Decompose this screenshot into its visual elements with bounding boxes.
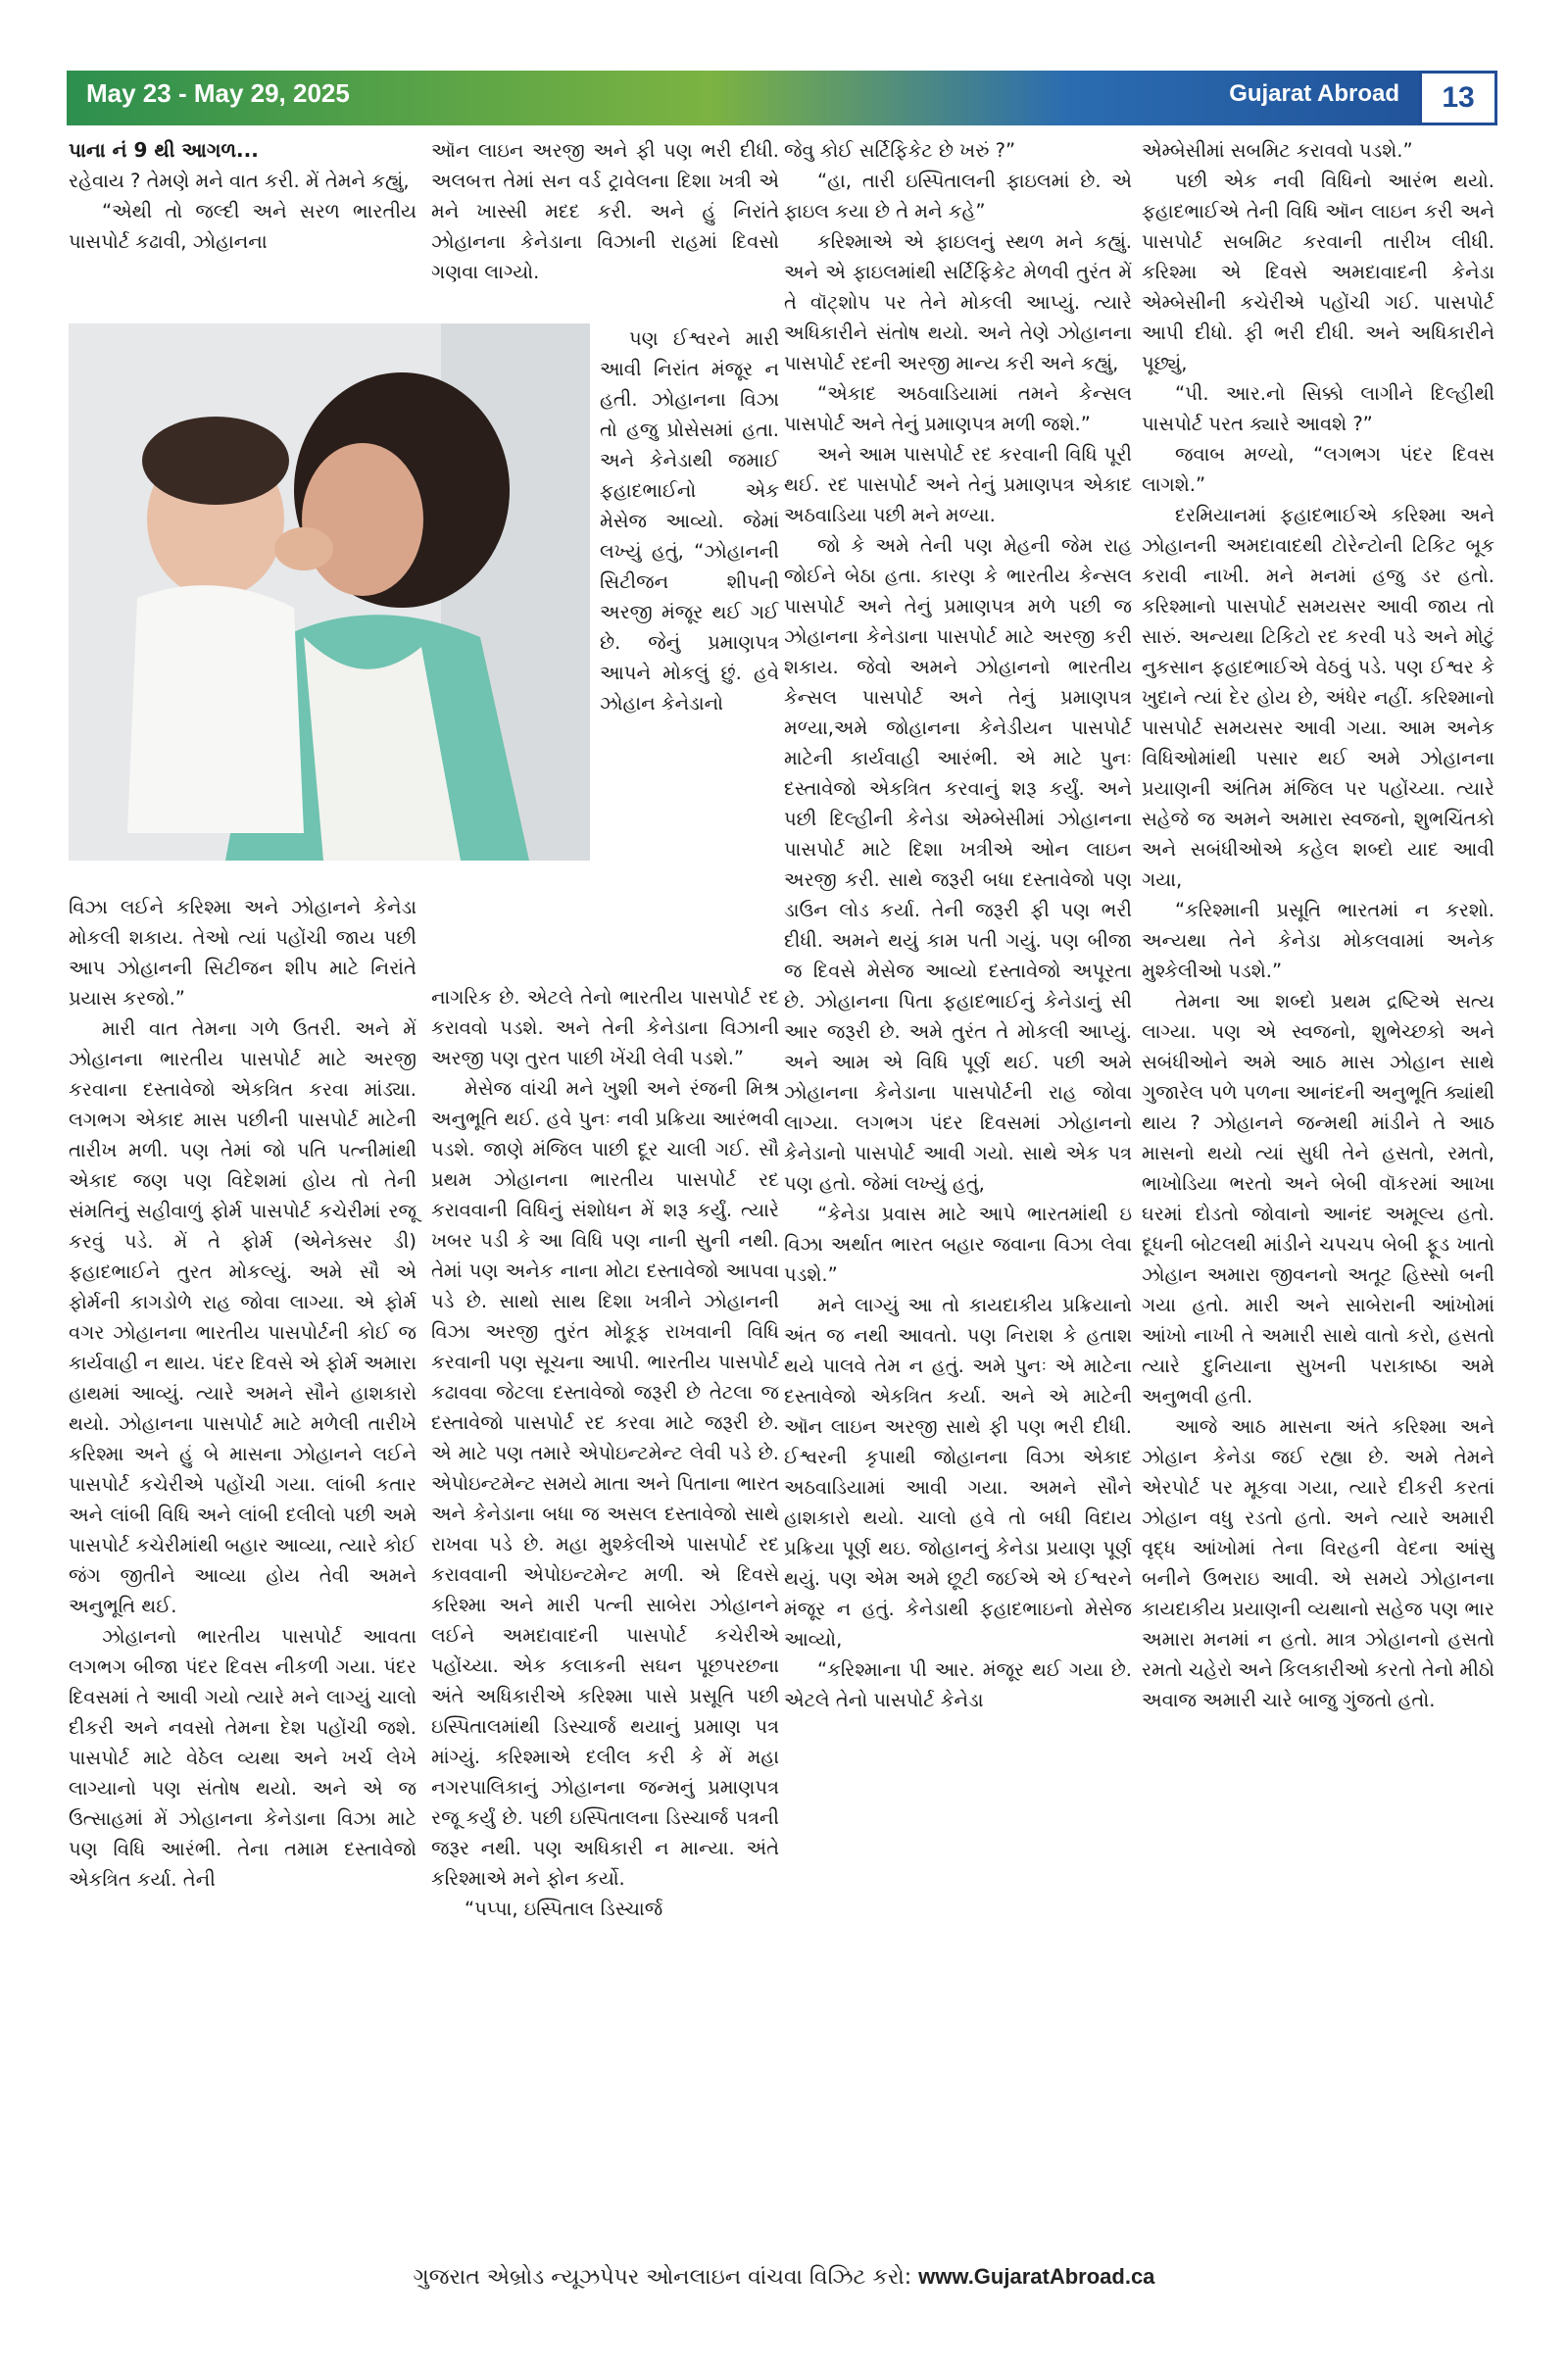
paragraph: “પપ્પા, ઇસ્પિતાલ ડિસ્ચાર્જ	[465, 1898, 663, 1920]
paragraph: નાગરિક છે. એટલે તેનો ભારતીય પાસપોર્ટ રદ કરાવવો પડશે. અને તેની કેનેડાના વિઝાની અરજી પણ તુરત પાછી ખેંચી લેવી પડશે.”	[431, 986, 779, 1069]
header-bar	[67, 71, 1497, 125]
paragraph: રહેવાય ? તેમણે મને વાત કરી. મેં તેમને કહ્યું,	[69, 170, 410, 192]
paragraph: વિઝા લઈને કરિશ્મા અને ઝોહાનને કેનેડા મોકલી શકાય. તેઓ ત્યાં પહોંચી જાય પછી આપ ઝોહાનની સિટીજન શીપ માટે નિરાંતે પ્રયાસ કરજો.”	[69, 896, 416, 1010]
column-2-top	[431, 135, 779, 287]
paragraph: જેવુ કોઈ સર્ટિફિકેટ છે ખરું ?”	[784, 139, 1016, 162]
page-number-box	[1419, 71, 1497, 125]
paragraph: મેસેજ વાંચી મને ખુશી અને રંજની મિશ્ર અનુભૂતિ થઈ. હવે પુનઃ નવી પ્રક્રિયા આરંભવી પડશે. જાણે મંજિલ પાછી દૂર ચાલી ગઈ. સૌ પ્રથમ ઝોહાનના ભારતીય પાસપોર્ટ રદ કરાવવાની વિધિનું સંશોધન મેં શરૂ કર્યું. ત્યારે ખબર પડી કે આ વિધિ પણ નાની સુની નથી. તેમાં પણ અનેક નાના મોટા દસ્તાવેજો આપવા પડે છે. સાથો સાથ દિશા ખત્રીને ઝોહાનની વિઝા અરજી તુરંત મોકૂફ રાખવાની વિધિ કરવાની પણ સૂચના આપી. ભારતીય પાસપોર્ટ કઢાવવા જેટલા દસ્તાવેજો જરૂરી છે તેટલા જ દસ્તાવેજો પાસપોર્ટ રદ કરવા માટે જરૂરી છે. એ માટે પણ તમારે એપોઇન્ટમેન્ટ લેવી પડે છે. એપોઇન્ટમેન્ટ સમયે માતા અને પિતાના ભારત અને કેનેડાના બધા જ અસલ દસ્તાવેજો સાથે રાખવા પડે છે. મહા મુશ્કેલીએ પાસપોર્ટ રદ કરાવવાની એપોઇન્ટમેન્ટ મળી. એ દિવસે કરિશ્મા અને મારી પત્ની સાબેરા ઝોહાનને લઈને અમદાવાદની પાસપોર્ટ કચેરીએ પહોંચ્યા. એક કલાકની સઘન પૂછપરછના અંતે અધિકારીએ કરિશ્મા પાસે પ્રસૂતિ પછી ઇસ્પિતાલમાંથી ડિસ્ચાર્જ થયાનું પ્રમાણ પત્ર માંગ્યું. કરિશ્માએ દલીલ કરી કે મેં મહા નગરપાલિકાનું ઝોહાનના જન્મનું પ્રમાણપત્ર રજૂ કર્યું છે. પછી ઇસ્પિતાલના ડિસ્ચાર્જ પત્રની જરૂર નથી. પણ અધિકારી ન માન્યા. અંતે કરિશ્માએ મને ફોન કર્યો.	[431, 1077, 779, 1890]
paragraph: આજે આઠ માસના અંતે કરિશ્મા અને ઝોહાન કેનેડા જઈ રહ્યા છે. અમે તેમને એરપોર્ટ પર મૂકવા ગયા, ત્યારે દીકરી કરતાં ઝોહાન વધુ રડતો હતો. અને ત્યારે અમારી વૃદ્ધ આંખોમાં તેના વિરહની વેદના આંસુ બનીને ઉભરાઇ આવી. એ સમયે ઝોહાનના કાયદાકીય પ્રયાણની વ્યથાનો સહેજ પણ ભાર અમારા મનમાં ન હતો. માત્ર ઝોહાનનો હસતો રમતો ચહેરો અને કિલકારીઓ કરતો તેનો મીઠો અવાજ અમારી ચારે બાજુ ગુંજતો હતો.	[1142, 1415, 1494, 1711]
website-link[interactable]: www.GujaratAbroad.ca	[918, 2264, 1155, 2289]
paragraph: જવાબ મળ્યો, “લગભગ પંદર દિવસ લાગશે.”	[1142, 443, 1494, 496]
column-1-bottom	[69, 892, 416, 1895]
column-3	[784, 135, 1132, 2243]
paragraph: “કરિશ્માની પ્રસૂતિ ભારતમાં ન કરશો. અન્યથા તેને કેનેડા મોકલવામાં અનેક મુશ્કેલીઓ પડશે.”	[1142, 899, 1494, 982]
column-2-bottom	[431, 982, 779, 1924]
paragraph: પણ ઈશ્વરને મારી આવી નિરાંત મંજૂર ન હતી. ઝોહાનના વિઝા તો હજુ પ્રોસેસમાં હતા. અને કેનેડાથી જમાઈ ફહાદભાઈનો એક મેસેજ આવ્યો. જેમાં લખ્યું હતું, “ઝોહાનની સિટીજન શીપની અરજી મંજૂર થઈ ગઈ છે. જેનું પ્રમાણપત્ર આપને મોકલું છું. હવે ઝોહાન કેનેડાનો	[600, 327, 779, 715]
paragraph: જો કે અમે તેની પણ મેહની જેમ રાહ જોઈને બેઠા હતા. કારણ કે ભારતીય કેન્સલ પાસપોર્ટ અને તેનું પ્રમાણપત્ર મળે પછી જ ઝોહાનના કેનેડાના પાસપોર્ટ માટે અરજી કરી શકાય. જેવો અમને ઝોહાનનો ભારતીય કેન્સલ પાસપોર્ટ અને તેનું પ્રમાણપત્ર મળ્યા,અમે જોહાનના કેનેડીયન પાસપોર્ટ માટેની કાર્યવાહી આરંભી. એ માટે પુનઃ દસ્તાવેજો એકત્રિત કરવાનું શરૂ કર્યું. અને પછી દિલ્હીની કેનેડા એમ્બેસીમાં ઝોહાનના પાસપોર્ટ માટે દિશા ખત્રીએ ઓન લાઇન અરજી કરી. સાથે જરૂરી બધા દસ્તાવેજો પણ ડાઉન લોડ કર્યા. તેની જરૂરી ફી પણ ભરી દીધી. અમને થયું કામ પતી ગયું. પણ બીજા જ દિવસે મેસેજ આવ્યો દસ્તાવેજો અપૂરતા છે. ઝોહાનના પિતા ફહાદભાઈનું કેનેડાનું સી આર જરૂરી છે. અમે તુરંત તે મોકલી આપ્યું. અને આમ એ વિધિ પૂર્ણ થઈ. પછી અમે ઝોહાનના કેનેડાના પાસપોર્ટની રાહ જોવા લાગ્યા. લગભગ પંદર દિવસમાં ઝોહાનનો કેનેડાનો પાસપોર્ટ આવી ગયો. સાથે એક પત્ર પણ હતો. જેમાં લખ્યું હતું,	[784, 534, 1132, 1195]
column-1-top	[69, 135, 416, 257]
continued-from-label: પાના નં 9 થી આગળ...	[69, 138, 259, 162]
paragraph: તેમના આ શબ્દો પ્રથમ દ્રષ્ટિએ સત્ય લાગ્યા. પણ એ સ્વજનો, શુભેચ્છકો અને સબંધીઓને અમે આઠ માસ ઝોહાન સાથે ગુજારેલ પળે પળના આનંદની અનુભૂતિ ક્યાંથી થાય ? ઝોહાનને જન્મથી માંડીને તે આઠ માસનો થયો ત્યાં સુધી તેને હસતો, રમતો, ભાખોડિયા ભરતો અને બેબી વૉકરમાં આખા ઘરમાં દોડતો જોવાનો આનંદ અમૂલ્ય હતો. દૂધની બોટલથી માંડીને ચપચપ બેબી ફૂડ ખાતો ઝોહાન અમારા જીવનનો અતૂટ હિસ્સો બની ગયા હતો. મારી અને સાબેરાની આંખોમાં આંખો નાખી તે અમારી સાથે વાતો કરો, હસતો ત્યારે દુનિયાના સુખની પરાકાષ્ઠા અમે અનુભવી હતી.	[1142, 990, 1494, 1407]
paragraph: ઑન લાઇન અરજી અને ફી પણ ભરી દીધી. અલબત્ત તેમાં સન વર્ડ ટ્રાવેલના દિશા ખત્રી એ મને ખાસ્સી મદદ કરી. અને હું નિરાંતે ઝોહાનના કેનેડાના વિઝાની રાહમાં દિવસો ગણવા લાગ્યો.	[431, 139, 779, 283]
footer-text: ગુજરાત એબ્રોડ ન્યૂઝપેપર ઓનલાઇન વાંચવા વિઝિટ કરો:	[413, 2265, 912, 2290]
issue-date-range: May 23 - May 29, 2025	[86, 78, 350, 108]
paragraph: “કેનેડા પ્રવાસ માટે આપે ભારતમાંથી ઇ વિઝા અર્થાત ભારત બહાર જવાના વિઝા લેવા પડશે.”	[784, 1203, 1132, 1286]
page-number: 13	[1442, 81, 1475, 114]
paragraph: એમ્બેસીમાં સબમિટ કરાવવો પડશે.”	[1142, 139, 1413, 162]
paragraph: “એકાદ અઠવાડિયામાં તમને કેન્સલ પાસપોર્ટ અને તેનું પ્રમાણપત્ર મળી જશે.”	[784, 382, 1132, 435]
paragraph: મારી વાત તેમના ગળે ઉતરી. અને મેં ઝોહાનના ભારતીય પાસપોર્ટ માટે અરજી કરવાના દસ્તાવેજો એકત્રિત કરવા માંડ્યા. લગભગ એકાદ માસ પછીની પાસપોર્ટ માટેની તારીખ મળી. પણ તેમાં જો પતિ પત્નીમાંથી એકાદ જણ પણ વિદેશમાં હોય તો તેની સંમતિનું સહીવાળું ફોર્મ પાસપોર્ટ કચેરીમાં રજૂ કરવું પડે. મેં તે ફોર્મ (એનેક્સર ડી) ફહાદભાઈને તુરત મોકલ્યું. અમે સૌ એ ફોર્મની કાગડોળે રાહ જોવા લાગ્યા. એ ફોર્મ વગર ઝોહાનના ભારતીય પાસપોર્ટની કોઈ જ કાર્યવાહી ન થાય. પંદર દિવસે એ ફોર્મ અમારા હાથમાં આવ્યું. ત્યારે અમને સૌને હાશકારો થયો. ઝોહાનના પાસપોર્ટ માટે મળેલી તારીખે કરિશ્મા અને હું બે માસના ઝોહાનને લઈને પાસપોર્ટ કચેરીએ પહોંચી ગયા. લાંબી કતાર અને લાંબી વિધિ અને લાંબી દલીલો પછી અમે પાસપોર્ટ કચેરીમાંથી બહાર આવ્યા, ત્યારે કોઈ જંગ જીતીને આવ્યા હોય તેવી અમને અનુભૂતિ થઈ.	[69, 1017, 416, 1617]
paragraph: “પી. આર.નો સિક્કો લાગીને દિલ્હીથી પાસપોર્ટ પરત ક્યારે આવશે ?”	[1142, 382, 1494, 435]
paragraph: “હા, તારી ઇસ્પિતાલની ફાઇલમાં છે. એ ફાઇલ કયા છે તે મને કહે”	[784, 170, 1132, 222]
article-photo	[69, 323, 590, 861]
paragraph: મને લાગ્યું આ તો કાયદાકીય પ્રક્રિયાનો અંત જ નથી આવતો. પણ નિરાશ કે હતાશ થયે પાલવે તેમ ન હતું. અમે પુનઃ એ માટેના દસ્તાવેજો એકત્રિત કર્યા. અને એ માટેની ઑન લાઇન અરજી સાથે ફી પણ ભરી દીધી. ઈશ્વરની કૃપાથી જોહાનના વિઝા એકાદ અઠવાડિયામાં આવી ગયા. અમને સૌને હાશકારો થયો. ચાલો હવે તો બધી વિદાય પ્રક્રિયા પૂર્ણ થઇ. જોહાનનું કેનેડા પ્રયાણ પૂર્ણ થયું. પણ એમ અમે છૂટી જઈએ એ ઈશ્વરને મંજૂર ન હતું. કેનેડાથી ફહાદભાઇનો મેસેજ આવ્યો,	[784, 1294, 1132, 1651]
footer	[0, 2264, 1568, 2290]
column-4	[1142, 135, 1494, 2243]
paragraph: દરમિયાનમાં ફહાદભાઈએ કરિશ્મા અને ઝોહાનની અમદાવાદથી ટોરેન્ટોની ટિકિટ બૂક કરાવી નાખી. મને મનમાં હજુ ડર હતો. કરિશ્માનો પાસપોર્ટ સમયસર આવી જાય તો સારું. અન્યથા ટિકિટો રદ કરવી પડે અને મોટું નુકસાન ફહાદભાઈએ વેઠવું પડે. પણ ઈશ્વર કે ખુદાને ત્યાં દેર હોય છે, અંધેર નહીં. કરિશ્માનો પાસપોર્ટ સમયસર આવી ગયા. આમ અનેક વિધિઓમાંથી પસાર થઈ અમે ઝોહાનના પ્રયાણની અંતિમ મંજિલ પર પહોંચ્યા. ત્યારે સહેજે જ અમને અમારા સ્વજનો, શુભચિંતકો અને સબંધીઓએ કહેલ શબ્દો યાદ આવી ગયા,	[1142, 504, 1494, 891]
mother-and-baby-photo	[69, 323, 590, 861]
paragraph: કરિશ્માએ એ ફાઇલનું સ્થળ મને કહ્યું. અને એ ફાઇલમાંથી સર્ટિફિકેટ મેળવી તુરંત મેં તે વૉટ્શોપ પર તેને મોકલી આપ્યું. ત્યારે અધિકારીને સંતોષ થયો. અને તેણે ઝોહાનના પાસપોર્ટ રદની અરજી માન્ય કરી અને કહ્યું,	[784, 230, 1132, 374]
paragraph: અને આમ પાસપોર્ટ રદ કરવાની વિધિ પૂરી થઈ. રદ પાસપોર્ટ અને તેનું પ્રમાણપત્ર એકાદ અઠવાડિયા પછી મને મળ્યા.	[784, 443, 1132, 526]
paragraph: ઝોહાનનો ભારતીય પાસપોર્ટ આવતા લગભગ બીજા પંદર દિવસ નીકળી ગયા. પંદર દિવસમાં તે આવી ગયો ત્યારે મને લાગ્યું ચાલો દીકરી અને નવસો તેમના દેશ પહોંચી જશે. પાસપોર્ટ માટે વેઠેલ વ્યથા અને ખર્ચ લેખે લાગ્યાનો પણ સંતોષ થયો. અને એ જ ઉત્સાહમાં મેં ઝોહાનના કેનેડાના વિઝા માટે પણ વિધિ આરંભી. તેના તમામ દસ્તાવેજો એકત્રિત કર્યા. તેની	[69, 1625, 416, 1891]
paragraph: પછી એક નવી વિધિનો આરંભ થયો. ફહાદભાઈએ તેની વિધિ ઑન લાઇન કરી અને પાસપોર્ટ સબમિટ કરવાની તારીખ લીધી. કરિશ્મા એ દિવસે અમદાવાદની કેનેડા એમ્બેસીની કચેરીએ પહોંચી ગઈ. પાસપોર્ટ આપી દીધો. ફી ભરી દીધી. અને અધિકારીને પૂછ્યું,	[1142, 170, 1494, 374]
publication-name: Gujarat Abroad	[1229, 80, 1399, 107]
paragraph: “એથી તો જલ્દી અને સરળ ભારતીય પાસપોર્ટ કઢાવી, ઝોહાનના	[69, 200, 416, 253]
paragraph: “કરિશ્માના પી આર. મંજૂર થઈ ગયા છે. એટલે તેનો પાસપોર્ટ કેનેડા	[784, 1658, 1132, 1711]
column-2-beside-photo	[600, 323, 779, 718]
